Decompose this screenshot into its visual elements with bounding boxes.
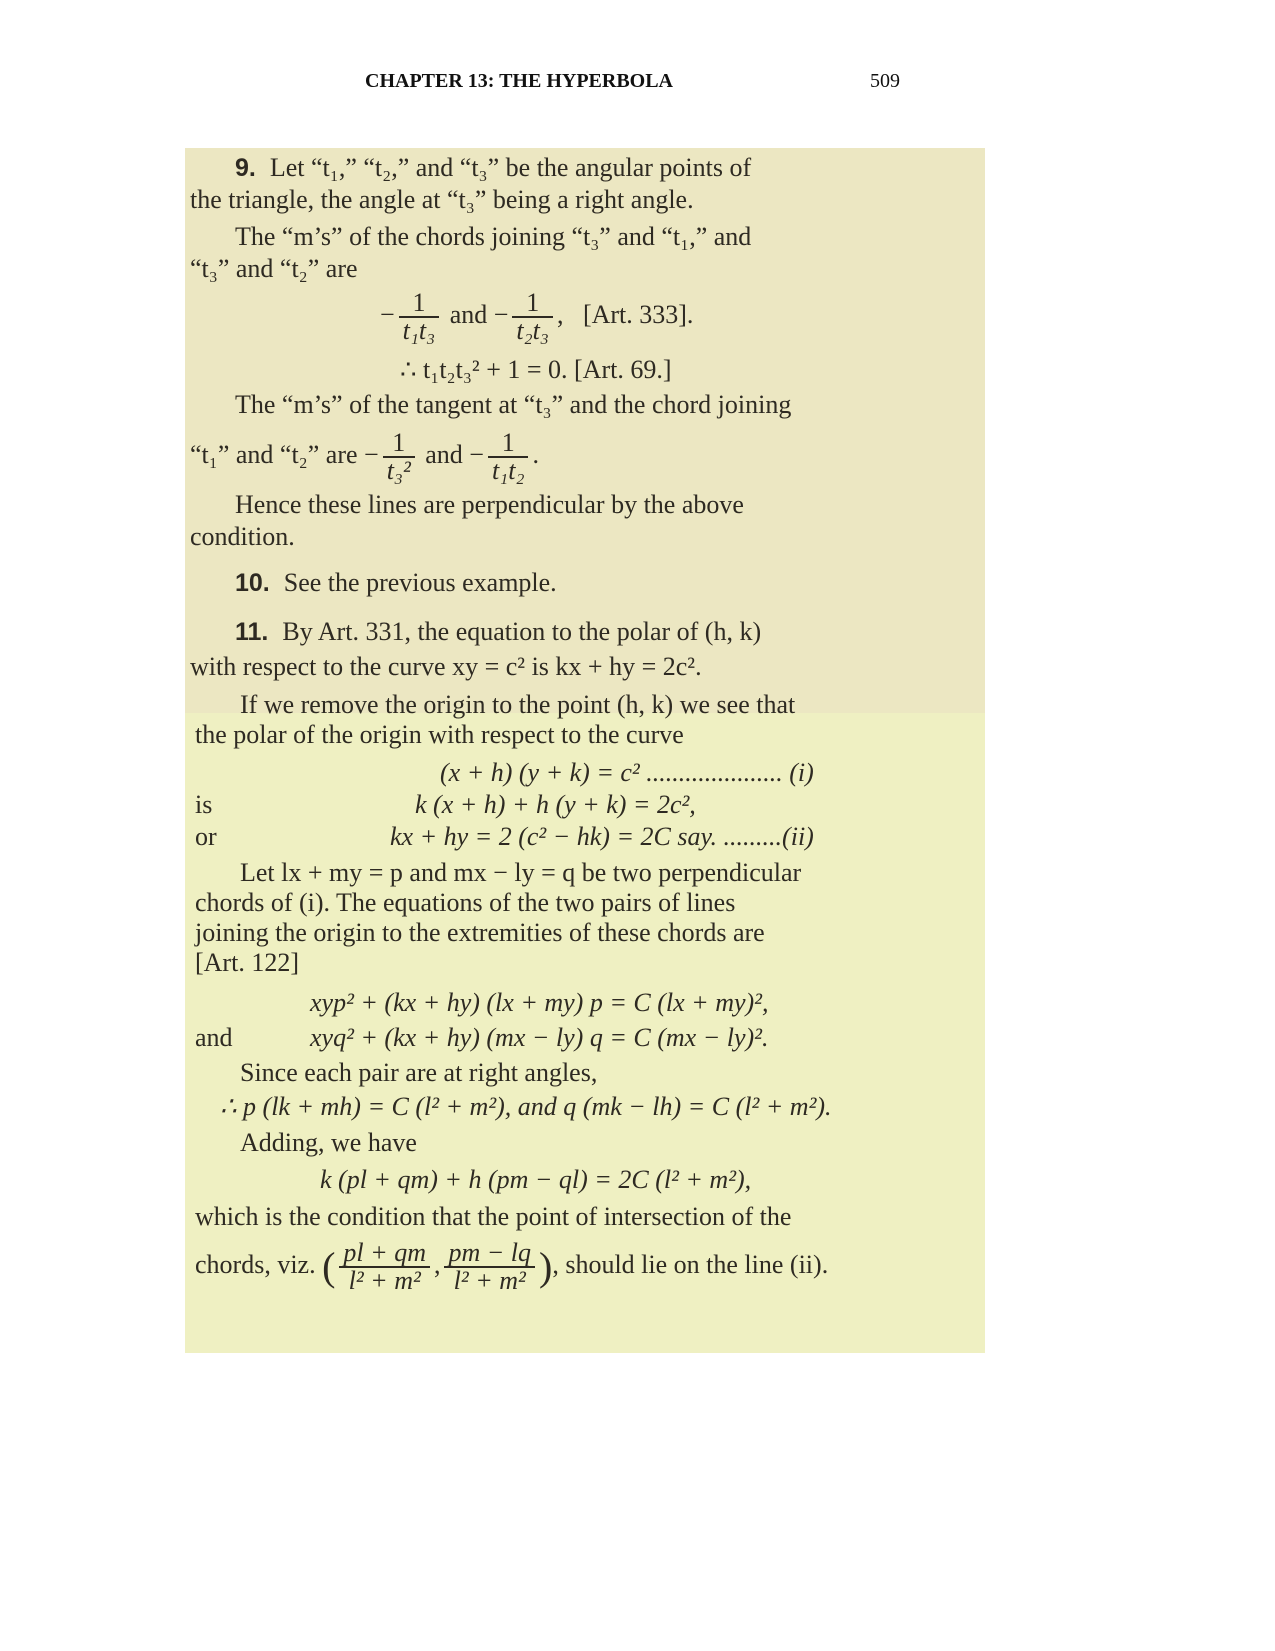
ex11-line-7: joining the origin to the extremities of these chords are — [195, 918, 765, 947]
ex11-line-3: If we remove the origin to the point (h, k) we see that — [240, 690, 796, 719]
ex9-line-2: the triangle, the angle at “t₃” being a right angle. — [190, 185, 694, 214]
ex9-line-9: condition. — [190, 522, 295, 551]
ex11-line-2: with respect to the curve xy = c² is kx + hy = 2c². — [190, 652, 702, 681]
ex9-number: 9. — [235, 154, 256, 182]
ex11-line-11: which is the condition that the point of intersection of the — [195, 1202, 792, 1231]
ex10-line — [235, 568, 557, 598]
ex11-line-6: chords of (i). The equations of the two pairs of lines — [195, 888, 736, 917]
equation-pair-2: xyq² + (kx + hy) (mx − ly) q = C (mx − ly)². — [310, 1023, 769, 1052]
ex9-fraction-line: − $\frac{1}{\text{t₁t₃}}$ and − $\frac{1}{\text{t₂t₃}}$ , [Art. 333]. — [380, 288, 694, 345]
ex9-condition: ∴ t₁t₂t₃² + 1 = 0. [Art. 69.] — [400, 355, 672, 384]
fraction-4: $\frac{1}{\text{t₁t₂}}$ — [488, 430, 529, 484]
ex9-line-3: The “m’s” of the chords joining “t₃” and “t₁,” and — [235, 222, 752, 251]
article-ref-122: [Art. 122] — [195, 948, 299, 977]
label-is: is — [195, 790, 213, 819]
ex9-text-1: Let “t₁,” “t₂,” and “t₃” be the angular points of — [269, 153, 752, 182]
equation-i: (x + h) (y + k) = c² ..................... (i) — [440, 758, 814, 787]
ex11-text-1: By Art. 331, the equation to the polar of (h, k) — [282, 617, 762, 646]
fraction-1: $\frac{1}{\text{t₁t₃}}$ — [399, 290, 440, 344]
ex11-number: 11. — [235, 618, 269, 646]
equation-ii: kx + hy = 2 (c² − hk) = 2C say. .........(ii) — [390, 822, 814, 851]
equation-sum: k (pl + qm) + h (pm − ql) = 2C (l² + m²), — [320, 1165, 752, 1194]
ex9-line-6: The “m’s” of the tangent at “t₃” and the chord joining — [235, 390, 792, 419]
page-number: 509 — [870, 70, 900, 92]
ex9-line-4: “t₃” and “t₂” are — [190, 254, 358, 283]
ex10-text: See the previous example. — [283, 568, 557, 597]
ex11-line-5: Let lx + my = p and mx − ly = q be two perpendicular — [240, 858, 802, 887]
page-header — [0, 70, 1275, 100]
chapter-title: CHAPTER 13: THE HYPERBOLA — [365, 70, 673, 92]
equation-polar: k (x + h) + h (y + k) = 2c², — [415, 790, 696, 819]
fraction-5: $\frac{pl + qm}{\text{l² + m²}}$ — [339, 1240, 430, 1294]
ex11-line-12: chords, viz. ( $\frac{pl + qm}{\text{l² + m²}}$ , $\frac{pm - lq}{\text{l² + m²}}$ ), should lie on the line (ii). — [195, 1238, 829, 1295]
ex11-line-1 — [235, 617, 761, 647]
equation-right-angles: ∴ p (lk + mh) = C (l² + m²), and q (mk − lh) = C (l² + m²). — [220, 1092, 832, 1121]
label-or: or — [195, 822, 217, 851]
label-and: and — [195, 1023, 233, 1052]
equation-pair-1: xyp² + (kx + hy) (lx + my) p = C (lx + my)², — [310, 988, 769, 1017]
ex9-line-1 — [235, 153, 751, 183]
ex9-line-7: “t₁” and “t₂” are − $\frac{1}{\text{t₃²}}$ and − $\frac{1}{\text{t₁t₂}}$ . — [190, 428, 539, 485]
ex11-line-10: Adding, we have — [240, 1128, 417, 1157]
article-ref-333: [Art. 333]. — [582, 299, 694, 329]
ex11-line-9: Since each pair are at right angles, — [240, 1058, 598, 1087]
ex9-line-8: Hence these lines are perpendicular by the above — [235, 490, 744, 519]
ex11-line-4: the polar of the origin with respect to the curve — [195, 720, 684, 749]
fraction-6: $\frac{pm - lq}{\text{l² + m²}}$ — [444, 1240, 535, 1294]
ex10-number: 10. — [235, 569, 270, 597]
fraction-3: $\frac{1}{\text{t₃²}}$ — [383, 430, 415, 484]
fraction-2: $\frac{1}{\text{t₂t₃}}$ — [512, 290, 553, 344]
